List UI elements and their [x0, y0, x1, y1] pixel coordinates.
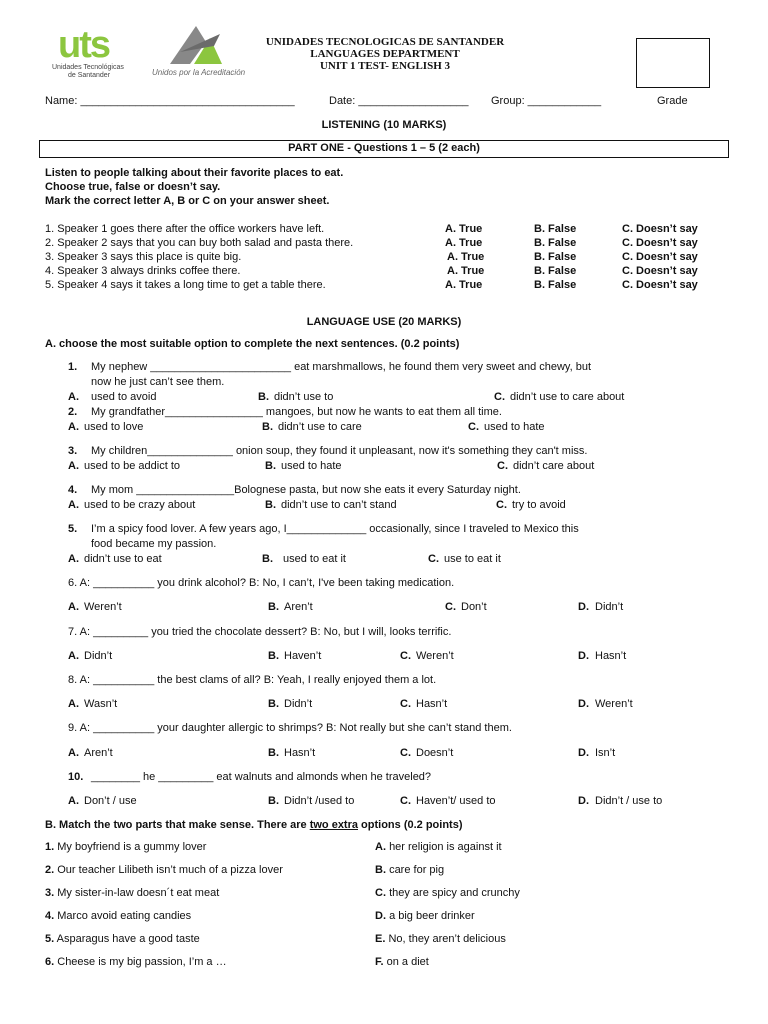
q7-opt-c[interactable]: Weren’t [416, 650, 454, 662]
listening-q2-opt-a[interactable]: A. True [445, 237, 483, 249]
q6-opt-d[interactable]: Didn’t [595, 601, 624, 613]
grade-box[interactable] [636, 38, 710, 88]
q3-opt-a[interactable]: used to be addict to [84, 460, 181, 472]
q2-opt-a[interactable]: used to love [84, 421, 144, 433]
q1-opt-a-letter[interactable]: A. [68, 391, 79, 403]
match-right-item-c[interactable] [375, 887, 520, 899]
match-left-item-1 [45, 841, 206, 853]
q10-opt-a[interactable]: Don’t / use [84, 795, 137, 807]
q4-opt-a[interactable]: used to be crazy about [84, 499, 196, 511]
q9-opt-d[interactable]: Isn’t [595, 747, 616, 759]
department-title: LANGUAGES DEPARTMENT [310, 48, 460, 60]
listening-instruction-2: Choose true, false or doesn’t say. [45, 181, 221, 193]
q2-opt-b[interactable]: didn’t use to care [278, 421, 362, 433]
q10-opt-b[interactable]: Didn’t /used to [284, 795, 355, 807]
listening-q5-opt-a[interactable]: A. True [445, 279, 483, 291]
match-right-item-f[interactable] [375, 956, 429, 968]
match-left-num: 6. [45, 956, 55, 968]
match-left-text: Asparagus have a good taste [56, 933, 200, 945]
q7-opt-c-letter[interactable]: C. [400, 650, 411, 662]
match-right-item-b[interactable] [375, 864, 444, 876]
q6-opt-c-letter[interactable]: C. [445, 601, 456, 613]
q3-number: 3. [68, 445, 78, 457]
listening-q1-opt-c[interactable]: C. Doesn’t say [622, 223, 698, 235]
q5-text-line2: food became my passion. [91, 538, 217, 550]
listening-q1: 1. Speaker 1 goes there after the office workers have left. [45, 223, 325, 235]
q3-opt-a-letter[interactable]: A. [68, 460, 79, 472]
q4-opt-c-letter[interactable]: C. [496, 499, 507, 511]
q8-opt-c[interactable]: Hasn’t [416, 698, 448, 710]
q10-opt-c[interactable]: Haven’t/ used to [416, 795, 496, 807]
q7-opt-d[interactable]: Hasn’t [595, 650, 627, 662]
q9-opt-a-letter[interactable]: A. [68, 747, 79, 759]
uts-logo [46, 24, 136, 82]
listening-q4: 4. Speaker 3 always drinks coffee there. [45, 265, 241, 277]
q6-opt-a-letter[interactable]: A. [68, 601, 79, 613]
q5-opt-c[interactable]: use to eat it [444, 553, 501, 565]
q2-opt-c-letter[interactable]: C. [468, 421, 479, 433]
listening-q3: 3. Speaker 3 says this place is quite big. [45, 251, 242, 263]
q5-number: 5. [68, 523, 78, 535]
q10-opt-c-letter[interactable]: C. [400, 795, 411, 807]
match-left-text: My boyfriend is a gummy lover [57, 841, 207, 853]
language-title: LANGUAGE USE (20 MARKS) [306, 316, 462, 328]
listening-q3-opt-a[interactable]: A. True [447, 251, 485, 263]
q3-opt-c[interactable]: didn’t care about [513, 460, 595, 472]
q7-opt-d-letter[interactable]: D. [578, 650, 589, 662]
q1-opt-c-letter[interactable]: C. [494, 391, 505, 403]
q10-opt-d-letter[interactable]: D. [578, 795, 589, 807]
q2-number: 2. [68, 406, 78, 418]
q1-opt-b[interactable]: didn’t use to [274, 391, 334, 403]
listening-q5-opt-c[interactable]: C. Doesn’t say [622, 279, 698, 291]
q7-opt-b[interactable]: Haven’t [284, 650, 322, 662]
match-right-letter: D. [375, 910, 386, 922]
uts-logo-sub1: Unidades Tecnológicas [52, 64, 124, 71]
q9-opt-c-letter[interactable]: C. [400, 747, 411, 759]
match-right-letter: B. [375, 864, 386, 876]
section-b-instruction-underline: two extra [309, 819, 358, 831]
q8-opt-b[interactable]: Didn’t [284, 698, 313, 710]
q3-text: My children______________ onion soup, they found it unpleasant, now it's something they can't miss. [91, 445, 588, 457]
section-b-instruction-post: options (0.2 points) [358, 819, 463, 831]
q8-opt-a-letter[interactable]: A. [68, 698, 79, 710]
listening-q5-opt-b[interactable]: B. False [534, 279, 577, 291]
match-right-letter: F. [375, 956, 384, 968]
q7-text: 7. A: _________ you tried the chocolate dessert? B: No, but I will, looks terrific. [68, 626, 452, 638]
match-right-item-e[interactable] [375, 933, 506, 945]
grade-label: Grade [657, 95, 688, 107]
q10-opt-a-letter[interactable]: A. [68, 795, 79, 807]
q6-opt-b-letter[interactable]: B. [268, 601, 279, 613]
q4-opt-b-letter[interactable]: B. [265, 499, 276, 511]
q1-opt-c[interactable]: didn’t use to care about [510, 391, 625, 403]
q7-opt-a[interactable]: Didn’t [84, 650, 113, 662]
uts-logo-mark: uts [58, 24, 109, 66]
q5-opt-a[interactable]: didn’t use to eat [84, 553, 162, 565]
listening-instruction-1: Listen to people talking about their favorite places to eat. [45, 167, 344, 179]
q6-opt-b[interactable]: Aren’t [284, 601, 313, 613]
q9-opt-b[interactable]: Hasn’t [284, 747, 316, 759]
q2-text: My grandfather________________ mangoes, but now he wants to eat them all time. [91, 406, 502, 418]
q6-text: 6. A: __________ you drink alcohol? B: No, I can’t, I've been taking medication. [68, 577, 455, 589]
q5-opt-a-letter[interactable]: A. [68, 553, 79, 565]
q5-opt-c-letter[interactable]: C. [428, 553, 439, 565]
q8-opt-b-letter[interactable]: B. [268, 698, 279, 710]
q6-opt-c[interactable]: Don’t [461, 601, 487, 613]
q1-opt-b-letter[interactable]: B. [258, 391, 269, 403]
q10-text: ________ he _________ eat walnuts and almonds when he traveled? [91, 771, 432, 783]
listening-title: LISTENING (10 MARKS) [321, 119, 447, 131]
q5-opt-b[interactable]: used to eat it [283, 553, 346, 565]
listening-q2-opt-c[interactable]: C. Doesn’t say [622, 237, 698, 249]
institution-title: UNIDADES TECNOLOGICAS DE SANTANDER [265, 36, 505, 48]
q9-text: 9. A: __________ your daughter allergic to shrimps? B: Not really but she can’t stand them. [68, 722, 512, 734]
section-b-instruction-pre: B. Match the two parts that make sense. There are [45, 819, 310, 831]
listening-q1-opt-a[interactable]: A. True [445, 223, 483, 235]
part-one-box [39, 140, 729, 158]
q10-opt-d[interactable]: Didn’t / use to [595, 795, 663, 807]
q10-number: 10. [68, 771, 84, 783]
q4-opt-b[interactable]: didn’t use to can’t stand [281, 499, 397, 511]
q1-text-line1: My nephew _______________________ eat marshmallows, he found them very sweet and chewy, but [91, 361, 592, 373]
match-right-text: her religion is against it [389, 841, 502, 853]
match-right-letter: E. [375, 933, 386, 945]
q1-opt-a[interactable]: used to avoid [91, 391, 157, 403]
q8-opt-c-letter[interactable]: C. [400, 698, 411, 710]
match-right-item-d[interactable] [375, 910, 475, 922]
q8-opt-d-letter[interactable]: D. [578, 698, 589, 710]
q10-opt-b-letter[interactable]: B. [268, 795, 279, 807]
match-left-item-4 [45, 910, 191, 922]
listening-q4-opt-c[interactable]: C. Doesn’t say [622, 265, 698, 277]
q3-opt-b-letter[interactable]: B. [265, 460, 276, 472]
q5-opt-b-letter[interactable]: B. [262, 553, 273, 565]
match-left-item-3 [45, 887, 219, 899]
part-one-title: PART ONE - Questions 1 – 5 (2 each) [288, 142, 480, 154]
q2-opt-b-letter[interactable]: B. [262, 421, 273, 433]
match-left-num: 2. [45, 864, 55, 876]
q3-opt-c-letter[interactable]: C. [497, 460, 508, 472]
listening-q3-opt-c[interactable]: C. Doesn’t say [622, 251, 698, 263]
q6-opt-d-letter[interactable]: D. [578, 601, 589, 613]
listening-q2: 2. Speaker 2 says that you can buy both salad and pasta there. [45, 237, 354, 249]
match-right-letter: C. [375, 887, 386, 899]
match-right-text: on a diet [386, 956, 429, 968]
listening-instruction-3: Mark the correct letter A, B or C on your answer sheet. [45, 195, 330, 207]
q8-text: 8. A: __________ the best clams of all? B: Yeah, I really enjoyed them a lot. [68, 674, 437, 686]
listening-q3-opt-b[interactable]: B. False [534, 251, 577, 263]
q4-opt-a-letter[interactable]: A. [68, 499, 79, 511]
q4-opt-c[interactable]: try to avoid [512, 499, 566, 511]
match-left-text: Our teacher Lilibeth isn’t much of a pizza lover [57, 864, 283, 876]
q1-text-line2: now he just can’t see them. [91, 376, 225, 388]
match-right-text: No, they aren’t delicious [388, 933, 506, 945]
q4-text: My mom ________________Bolognese pasta, but now she eats it every Saturday night. [91, 484, 521, 496]
section-b-instruction [45, 819, 463, 831]
q3-opt-b[interactable]: used to hate [281, 460, 342, 472]
match-right-letter: A. [375, 841, 386, 853]
q7-opt-b-letter[interactable]: B. [268, 650, 279, 662]
section-a-instruction: A. choose the most suitable option to complete the next sentences. (0.2 points) [45, 338, 460, 350]
q2-opt-c[interactable]: used to hate [484, 421, 545, 433]
uts-logo-sub2: de Santander [68, 72, 111, 79]
q7-opt-a-letter[interactable]: A. [68, 650, 79, 662]
match-right-text: care for pig [389, 864, 445, 876]
listening-q5: 5. Speaker 4 says it takes a long time to get a table there. [45, 279, 326, 291]
q9-opt-d-letter[interactable]: D. [578, 747, 589, 759]
match-left-num: 5. [45, 933, 55, 945]
listening-q2-opt-b[interactable]: B. False [534, 237, 577, 249]
match-left-item-5 [45, 933, 200, 945]
listening-q4-opt-a[interactable]: A. True [447, 265, 485, 277]
match-left-text: My sister-in-law doesn´t eat meat [57, 887, 220, 899]
q9-opt-c[interactable]: Doesn’t [416, 747, 454, 759]
test-title: UNIT 1 TEST- ENGLISH 3 [319, 60, 451, 72]
date-field[interactable]: Date: __________________ [329, 95, 469, 107]
q1-number: 1. [68, 361, 78, 373]
listening-q1-opt-b[interactable]: B. False [534, 223, 577, 235]
q8-opt-d[interactable]: Weren’t [595, 698, 633, 710]
match-right-text: a big beer drinker [389, 910, 475, 922]
q6-opt-a[interactable]: Weren’t [84, 601, 122, 613]
match-right-item-a[interactable] [375, 841, 502, 853]
match-left-text: Cheese is my big passion, I’m a … [57, 956, 227, 968]
listening-q4-opt-b[interactable]: B. False [534, 265, 577, 277]
name-field[interactable]: Name: ___________________________________ [45, 95, 295, 107]
q9-opt-a[interactable]: Aren’t [84, 747, 113, 759]
q5-text-line1: I’m a spicy food lover. A few years ago, I_____________ occasionally, since I traveled to Mexico this [91, 523, 579, 535]
match-left-num: 3. [45, 887, 55, 899]
match-left-num: 4. [45, 910, 55, 922]
q9-opt-b-letter[interactable]: B. [268, 747, 279, 759]
match-left-item-2 [45, 864, 283, 876]
q8-opt-a[interactable]: Wasn’t [84, 698, 118, 710]
group-field[interactable]: Group: ____________ [491, 95, 602, 107]
match-left-text: Marco avoid eating candies [57, 910, 192, 922]
match-left-item-6 [45, 956, 227, 968]
q2-opt-a-letter[interactable]: A. [68, 421, 79, 433]
match-left-num: 1. [45, 841, 55, 853]
q4-number: 4. [68, 484, 78, 496]
accreditation-logo-text: Unidos por la Acreditación [152, 68, 246, 77]
match-right-text: they are spicy and crunchy [389, 887, 520, 899]
